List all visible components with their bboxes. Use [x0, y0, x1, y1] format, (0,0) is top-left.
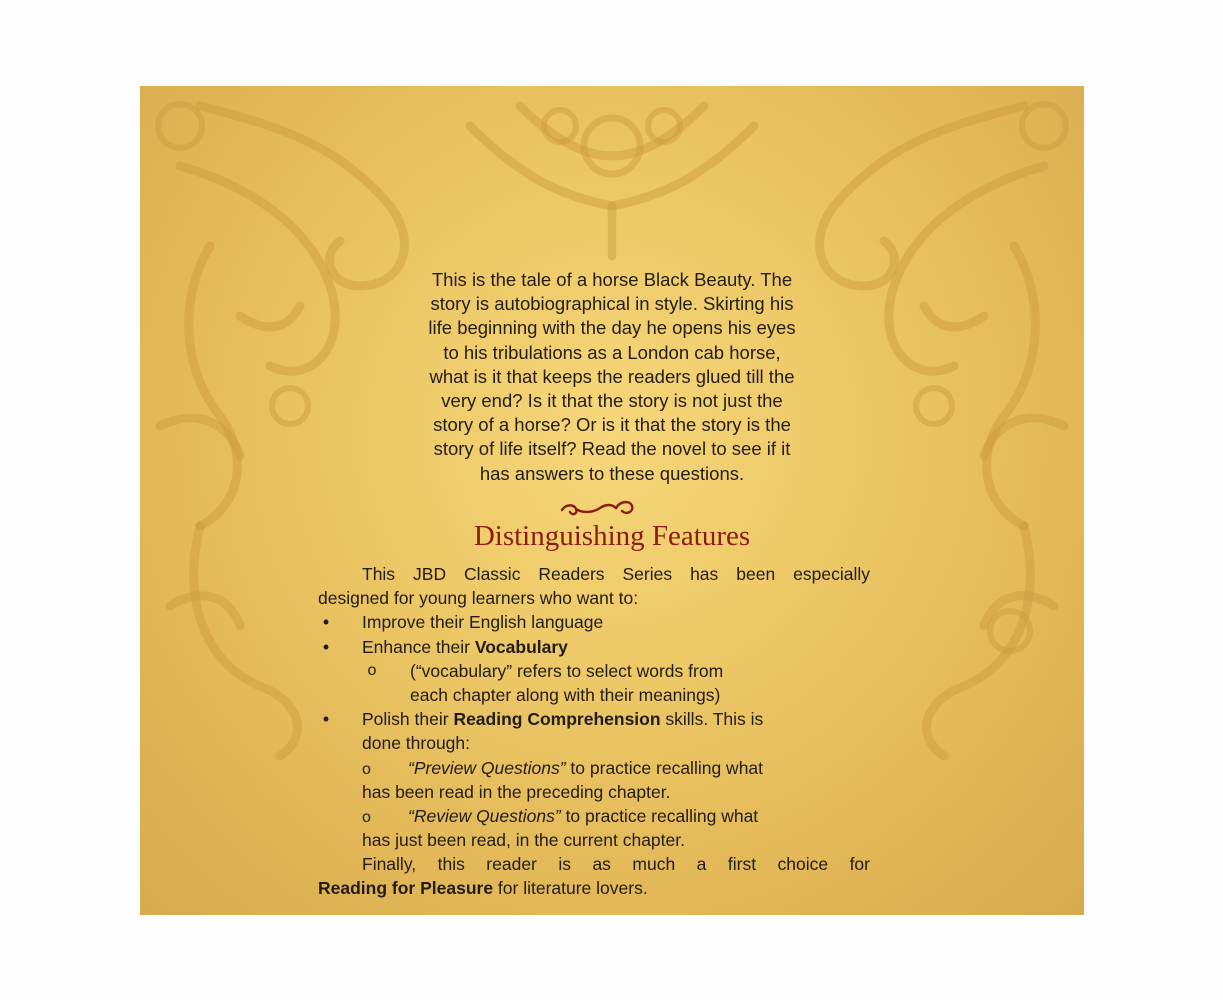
- sub-item: [318, 804, 870, 828]
- list-item: [318, 610, 870, 634]
- closing-bold: Reading for Pleasure: [318, 878, 494, 899]
- book-blurb: [330, 268, 894, 486]
- swash-divider-icon: [552, 494, 642, 520]
- list-item-text: Improve their English language: [362, 612, 604, 633]
- bullet-icon: •: [322, 612, 330, 633]
- sub-item-text: to practice recalling what: [565, 757, 764, 778]
- circle-bullet-icon: o: [367, 661, 377, 679]
- sub-item: [318, 659, 870, 683]
- intro-line: designed for young learners who want to:: [318, 588, 639, 609]
- blurb-line: what is it that keeps the readers glued till the: [429, 365, 795, 387]
- closing-line: [318, 876, 870, 900]
- sub-item-continuation: each chapter along with their meanings): [410, 684, 721, 705]
- list-item: [318, 635, 870, 659]
- features-list: [318, 562, 870, 901]
- list-item-text: Enhance their: [362, 636, 475, 657]
- sub-item-italic: “Preview Questions”: [408, 757, 566, 778]
- circle-bullet-icon: o: [362, 808, 371, 826]
- blurb-line: story of a horse? Or is it that the story is the: [433, 414, 791, 436]
- book-back-cover: [140, 86, 1084, 915]
- closing-text: for literature lovers.: [493, 878, 648, 899]
- intro-line: This JBD Classic Readers Series has been especially: [362, 564, 870, 584]
- sub-item: [318, 756, 870, 780]
- blurb-line: life beginning with the day he opens his eyes: [428, 317, 796, 339]
- blurb-line: story of life itself? Read the novel to see if it: [433, 438, 791, 460]
- list-item-text: Polish their: [362, 709, 454, 730]
- list-item: [318, 707, 870, 731]
- closing-line: Finally, this reader is as much a first choice for: [362, 854, 870, 875]
- sub-item-text: to practice recalling what: [560, 805, 759, 826]
- sub-item-text: (“vocabulary” refers to select words from: [410, 660, 724, 681]
- blurb-line: This is the tale of a horse Black Beauty. The: [431, 269, 793, 290]
- sub-item-continuation: has been read in the preceding chapter.: [362, 781, 671, 802]
- section-heading: Distinguishing Features: [473, 520, 751, 552]
- blurb-line: very end? Is it that the story is not just the: [441, 390, 783, 412]
- sub-item-italic: “Review Questions”: [408, 805, 561, 826]
- blurb-line: has answers to these questions.: [479, 462, 745, 484]
- circle-bullet-icon: o: [362, 760, 371, 778]
- bullet-icon: •: [322, 636, 330, 657]
- blurb-line: to his tribulations as a London cab horse,: [443, 341, 781, 363]
- list-item-continuation: done through:: [362, 733, 471, 754]
- bullet-icon: •: [322, 709, 330, 730]
- blurb-line: story is autobiographical in style. Skirting his: [430, 293, 794, 315]
- sub-item-continuation: has just been read, in the current chapter.: [362, 830, 685, 851]
- list-item-bold: Reading Comprehension: [453, 709, 661, 730]
- list-item-bold: Vocabulary: [474, 636, 568, 657]
- list-item-text: skills. This is: [660, 709, 764, 730]
